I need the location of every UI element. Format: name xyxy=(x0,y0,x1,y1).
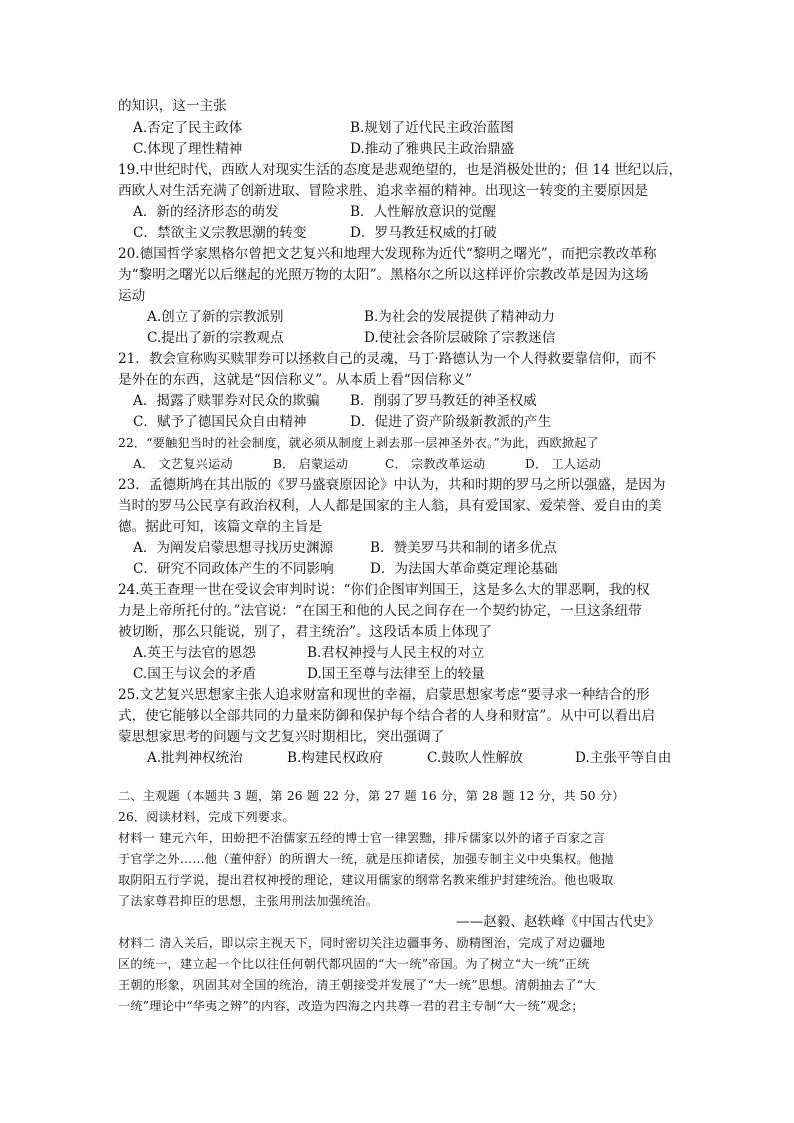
q24-stem-line-2: 力是上帝所托付的。”法官说：“在国王和他的人民之间存在一个契约协定，一旦这条纽带 xyxy=(118,603,642,619)
q24-stem-line-1: 24.英王查理一世在受议会审判时说：“你们企图审判国王，这是多么大的罪恶啊，我的权 xyxy=(118,582,650,598)
q25-option-a: A.批判神权统治 xyxy=(147,750,243,766)
q18-option-c: C.体现了理性精神 xyxy=(133,141,243,157)
q21-option-d: D．促进了资产阶级新教派的产生 xyxy=(350,414,552,430)
q19-stem-line-2: 西欧人对生活充满了创新进取、冒险求胜、追求幸福的精神。出现这一转变的主要原因是 xyxy=(118,183,649,199)
q24-option-a: A.英王与法官的恩怨 xyxy=(133,645,256,661)
q23-option-c: C．研究不同政体产生的不同影响 xyxy=(133,561,334,577)
q20-stem-line-2: 为“黎明之曙光以后继起的光照万物的太阳”。黑格尔之所以这样评价宗教改革是因为这场 xyxy=(118,267,649,283)
q24-option-d: D.国王至尊与法律至上的较量 xyxy=(307,666,485,682)
q21-option-b: B．削弱了罗马教廷的神圣权威 xyxy=(350,393,537,409)
q20-stem-line-1: 20.德国哲学家黑格尔曾把文艺复兴和地理大发现称为近代“黎明之曙光”，而把宗教改革称 xyxy=(118,246,657,262)
q21-stem-line-1: 21．教会宣称购买赎罪券可以拯救自己的灵魂，马丁·路德认为一个人得救要靠信仰，而不 xyxy=(118,351,657,367)
q23-stem-line-2: 当时的罗马公民享有政治权利，人人都是国家的主人翁，具有爱国家、爱荣誉、爱自由的美 xyxy=(118,498,662,514)
q19-stem-line-1: 19.中世纪时代，西欧人对现实生活的态度是悲观绝望的，也是消极处世的；但 14 世纪以后， xyxy=(118,162,683,178)
material-1-line-1: 材料一 建元六年，田蚡把不治儒家五经的博士官一律罢黜，排斥儒家以外的诸子百家之言 xyxy=(118,831,606,845)
material-2-line-2: 区的统一，建立起一个比以往任何朝代都巩固的“大一统”帝国。为了树立“大一统”正统 xyxy=(118,957,590,971)
q23-option-d: D．为法国大革命奠定理论基础 xyxy=(370,561,558,577)
q19-option-b: B．人性解放意识的觉醒 xyxy=(350,204,496,220)
q25-option-c: C.鼓吹人性解放 xyxy=(427,750,523,766)
q18-option-d: D.推动了雅典民主政治鼎盛 xyxy=(350,141,515,157)
q19-option-c: C．禁欲主义宗教思潮的转变 xyxy=(133,225,307,241)
q19-option-a: A．新的经济形态的萌发 xyxy=(133,204,279,220)
q25-stem-line-3: 蒙思想家思考的问题与文艺复兴时期相比，突出强调了 xyxy=(118,729,445,745)
q20-option-b: B.为社会的发展提供了精神动力 xyxy=(364,309,556,325)
q25-stem-line-1: 25.文艺复兴思想家主张人追求财富和现世的幸福，启蒙思想家考虑“要寻求一种结合的形 xyxy=(118,687,650,703)
material-1-line-2: 于官学之外……他（董仲舒）的所谓大一统，就是压抑诸侯，加强专制主义中央集权。他抛 xyxy=(118,852,614,866)
section2-heading: 二、主观题（本题共 3 题，第 26 题 22 分，第 27 题 16 分，第 28 题 12 分，共 50 分） xyxy=(118,789,625,803)
material-2-line-3: 王朝的形象，巩固其对全国的统治，清王朝接受并发展了“大一统”思想。清朝抽去了“大 xyxy=(118,978,596,992)
q23-stem-line-1: 23．孟德斯鸠在其出版的《罗马盛衰原因论》中认为，共和时期的罗马之所以强盛，是因为 xyxy=(118,477,666,493)
q26-instruction: 26．阅读材料，完成下列要求。 xyxy=(118,810,295,824)
q21-option-a: A．揭露了赎罪券对民众的欺骗 xyxy=(133,393,320,409)
q20-option-d: D.使社会各阶层破除了宗教迷信 xyxy=(364,330,556,346)
material-2-line-1: 材料二 清入关后，即以宗主视天下，同时密切关注边疆事务、励精图治，完成了对边疆地 xyxy=(118,936,606,950)
q18-option-b: B.规划了近代民主政治蓝图 xyxy=(350,120,514,136)
q22-option-b: B． 启蒙运动 xyxy=(273,457,349,471)
material-1-source: ——赵毅、赵轶峰《中国古代史》 xyxy=(456,914,660,930)
q20-option-a: A.创立了新的宗教派别 xyxy=(147,309,284,325)
q22-stem: 22．“要触犯当时的社会制度，就必须从制度上剥去那一层神圣外衣。”为此，西欧掀起了 xyxy=(118,436,600,450)
q20-stem-line-3: 运动 xyxy=(118,288,146,304)
q22-option-c: C． 宗教改革运动 xyxy=(385,457,486,471)
q25-option-b: B.构建民权政府 xyxy=(287,750,383,766)
q20-option-c: C.提出了新的宗教观点 xyxy=(147,330,284,346)
q21-option-c: C．赋予了德国民众自由精神 xyxy=(133,414,307,430)
q24-option-b: B.君权神授与人民主权的对立 xyxy=(307,645,485,661)
q19-option-d: D．罗马教廷权威的打破 xyxy=(350,225,497,241)
q18-option-a: A.否定了民主政体 xyxy=(133,120,243,136)
q24-stem-line-3: 被切断，那么只能说，别了，君主统治”。这段话本质上体现了 xyxy=(118,624,492,640)
q24-option-c: C.国王与议会的矛盾 xyxy=(133,666,256,682)
q22-option-d: D． 工人运动 xyxy=(525,457,601,471)
q18-stem-tail: 的知识，这一主张 xyxy=(118,98,227,114)
q23-option-b: B．赞美罗马共和制的诸多优点 xyxy=(370,540,557,556)
material-1-line-4: 了法家尊君抑臣的思想，主张用刑法加强统治。 xyxy=(118,894,379,908)
material-1-line-3: 取阴阳五行学说，提出君权神授的理论，建议用儒家的纲常名教来维护封建统治。他也吸取 xyxy=(118,873,614,887)
q21-stem-line-2: 是外在的东西，这就是“因信称义”。从本质上看“因信称义” xyxy=(118,372,473,388)
q25-stem-line-2: 式，使它能够以全部共同的力量来防御和保护每个结合者的人身和财富”。从中可以看出启 xyxy=(118,708,656,724)
q23-option-a: A．为阐发启蒙思想寻找历史渊源 xyxy=(133,540,334,556)
q25-option-d: D.主张平等自由 xyxy=(575,750,672,766)
q23-stem-line-3: 德。据此可知，该篇文章的主旨是 xyxy=(118,519,322,535)
q22-option-a: A． 文艺复兴运动 xyxy=(133,457,233,471)
material-2-line-4: 一统”理论中“华夷之辨”的内容，改造为四海之内共尊一君的君主专制“大一统”观念； xyxy=(118,999,584,1013)
